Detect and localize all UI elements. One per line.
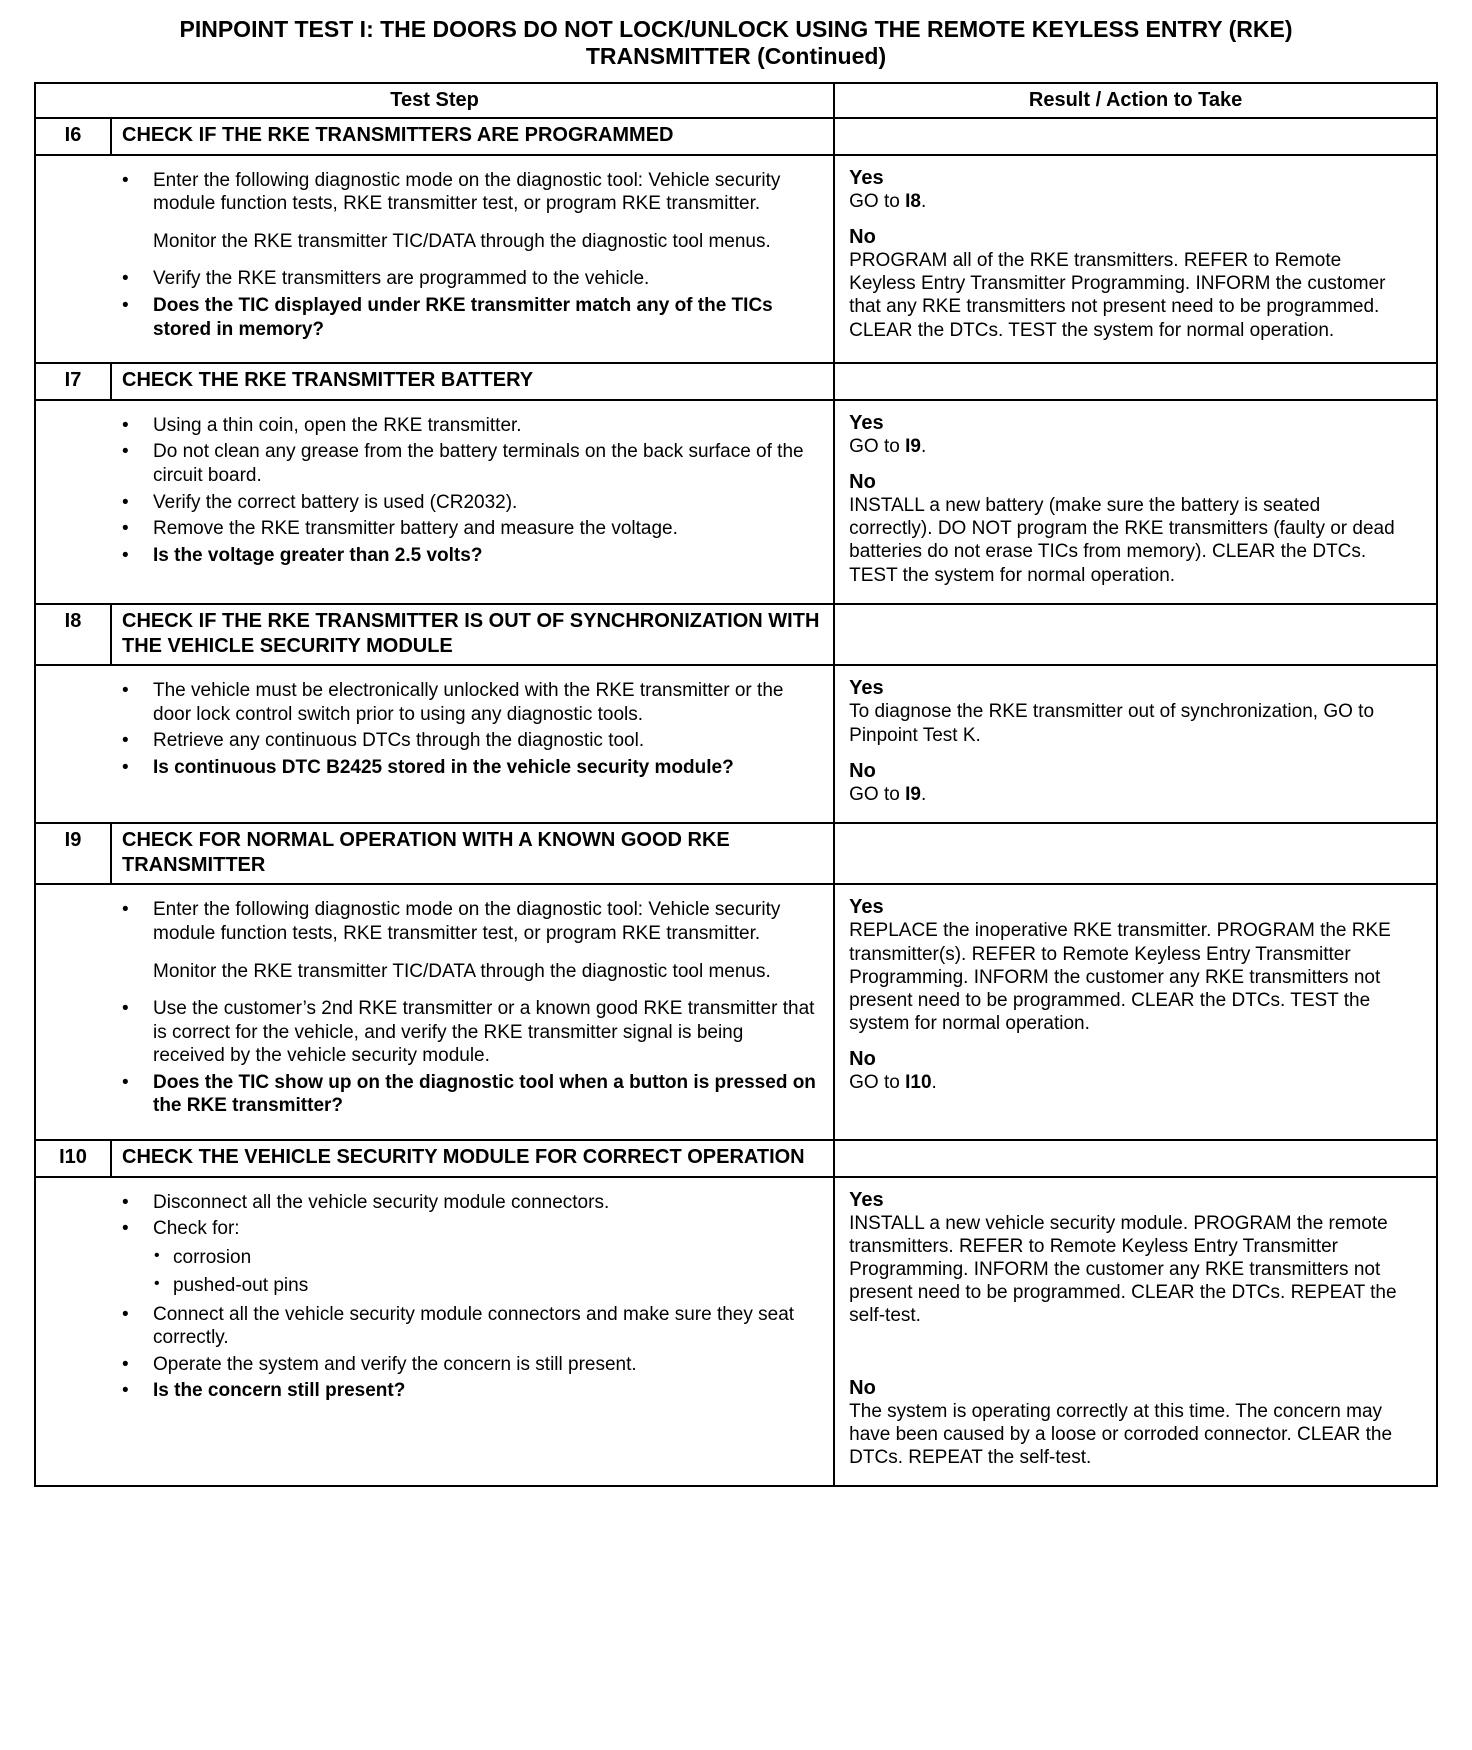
result-label: Yes [849,1188,884,1211]
bullet-icon: • [154,1246,160,1264]
step-text: Connect all the vehicle security module connectors and make sure they seat correctly. [153,1303,795,1349]
result-column-spacer [834,363,1437,400]
step-bullet [36,544,819,568]
test-step-title: CHECK THE VEHICLE SECURITY MODULE FOR CORRECT OPERATION [111,1140,834,1177]
test-body-row-I7 [35,400,1437,604]
bullet-icon: • [122,1303,129,1325]
plain-text: REPLACE the inoperative RKE transmitter. PROGRAM the RKE transmitter(s). REFER to Remote Keyless Entry Transmitter Programming. INFORM the customer any RKE transmitters not present need to be programmed. CLEAR the DTCs. TEST the system for normal operation. [849,920,1391,1035]
test-header-row-I8 [35,604,1437,666]
test-step-title: CHECK THE RKE TRANSMITTER BATTERY [111,363,834,400]
bullet-icon: • [122,518,129,540]
test-header-row-I6 [35,118,1437,155]
plain-text: INSTALL a new battery (make sure the battery is seated correctly). DO NOT program the RKE transmitters (faulty or dead batteries do not erase TICs from memory). CLEAR the DTCs. TEST the system for normal operation. [849,495,1395,586]
test-step-id: I7 [35,363,111,400]
step-bullet [36,1217,819,1241]
step-bullet [36,756,819,780]
test-steps [35,665,834,823]
step-bullet [36,1379,819,1403]
bullet-icon: • [122,491,129,513]
step-para [153,230,819,254]
test-steps [35,400,834,604]
result-text [849,1212,1398,1328]
result-block [849,1188,1398,1328]
step-para [153,960,819,984]
plain-text: . [931,1072,937,1094]
step-text: Do not clean any grease from the battery terminals on the back surface of the circuit board. [153,441,804,487]
page-title-line-2: TRANSMITTER (Continued) [585,43,887,70]
result-text [849,249,1398,342]
plain-text: The system is operating correctly at this time. The concern may have been caused by a loose or corroded connector. CLEAR the DTCs. REPEAT the self-test. [849,1400,1393,1468]
result-label: No [849,226,876,249]
result-text [849,435,1398,458]
bullet-icon: • [154,1275,160,1293]
plain-text: GO to [849,1072,906,1094]
result-text [849,700,1398,746]
test-step-id: I6 [35,118,111,155]
step-bullet [36,679,819,726]
step-text: Is continuous DTC B2425 stored in the vehicle security module? [153,757,734,779]
step-bullet [36,1191,819,1215]
test-header-row-I9 [35,823,1437,885]
result-column-spacer [834,823,1437,885]
test-step-id: I10 [35,1140,111,1177]
result-label: Yes [849,411,884,434]
test-step-id: I8 [35,604,111,666]
plain-text: . [920,435,927,457]
step-bullet [36,517,819,541]
result-block [849,895,1398,1035]
result-label: No [849,1048,876,1071]
test-body-row-I6 [35,155,1437,363]
plain-text: . [920,783,927,805]
result-block [849,759,1398,806]
step-text: Disconnect all the vehicle security module connectors. [153,1191,610,1213]
test-steps [35,155,834,363]
bullet-icon: • [122,998,129,1020]
bullet-icon: • [122,295,129,317]
test-body-row-I9 [35,884,1437,1139]
page-title [34,16,1438,70]
step-text: Is the voltage greater than 2.5 volts? [153,544,483,566]
step-text: Does the TIC show up on the diagnostic tool when a button is pressed on the RKE transmitter? [153,1071,816,1117]
step-text: Verify the RKE transmitters are programmed to the vehicle. [153,268,650,290]
bullet-icon: • [122,730,129,752]
step-text: Is the concern still present? [153,1380,406,1402]
bold-reference: I8 [905,190,921,212]
step-bullet [36,267,819,291]
plain-text: GO to [849,783,906,805]
step-bullet [36,898,819,945]
step-bullet [36,440,819,487]
bold-reference: I9 [905,783,921,805]
step-bullet [36,169,819,216]
test-result [834,155,1437,363]
step-text: corrosion [173,1246,252,1268]
result-block [849,1376,1398,1470]
result-label: Yes [849,677,884,700]
step-bullet [36,997,819,1068]
test-steps [35,1177,834,1486]
result-block [849,225,1398,342]
column-header-result-action: Result / Action to Take [834,83,1437,118]
step-text: Monitor the RKE transmitter TIC/DATA through the diagnostic tool menus. [153,960,771,982]
result-text [849,919,1398,1035]
result-text [849,1071,1398,1094]
step-text: Retrieve any continuous DTCs through the diagnostic tool. [153,730,645,752]
step-text: Enter the following diagnostic mode on the diagnostic tool: Vehicle security module function tests, RKE transmitter test, or program RKE transmitter. [153,169,781,215]
step-bullet [36,414,819,438]
bullet-icon: • [122,899,129,921]
result-label: Yes [849,896,884,919]
test-header-row-I10 [35,1140,1437,1177]
result-column-spacer [834,604,1437,666]
test-result [834,400,1437,604]
result-text [849,1400,1398,1470]
step-text: Enter the following diagnostic mode on the diagnostic tool: Vehicle security module function tests, RKE transmitter test, or program RKE transmitter. [153,899,781,945]
bullet-icon: • [122,757,129,779]
step-text: Verify the correct battery is used (CR2032). [153,491,518,513]
plain-text: . [920,190,927,212]
plain-text: PROGRAM all of the RKE transmitters. REFER to Remote Keyless Entry Transmitter Programming. INFORM the customer that any RKE transmitters not present need to be programmed. CLEAR the DTCs. TEST the system for normal operation. [849,250,1386,341]
column-header-test-step: Test Step [35,83,834,118]
step-text: The vehicle must be electronically unlocked with the RKE transmitter or the door lock control switch prior to using any diagnostic tools. [153,680,784,725]
plain-text: GO to [849,435,906,457]
page-title-line-1: PINPOINT TEST I: THE DOORS DO NOT LOCK/UNLOCK USING THE REMOTE KEYLESS ENTRY (RKE) [179,16,1293,42]
step-bullet [36,1303,819,1350]
result-text [849,190,1398,213]
bullet-icon: • [122,268,129,290]
bold-reference: I10 [905,1072,932,1094]
step-bullet [36,491,819,515]
step-bullet [36,294,819,341]
bullet-icon: • [122,1191,129,1213]
result-label: No [849,471,876,494]
result-block [849,676,1398,746]
step-text: Using a thin coin, open the RKE transmitter. [153,414,522,436]
plain-text: GO to [849,190,906,212]
step-sub [36,1246,819,1270]
step-sub [36,1274,819,1298]
pinpoint-table-body [35,118,1437,1486]
bullet-icon: • [122,680,129,702]
step-text: Monitor the RKE transmitter TIC/DATA through the diagnostic tool menus. [153,230,771,252]
bullet-icon: • [122,414,129,436]
test-step-id: I9 [35,823,111,885]
bullet-icon: • [122,1071,129,1093]
step-bullet [36,729,819,753]
bullet-icon: • [122,1380,129,1402]
step-bullet [36,1353,819,1377]
result-block [849,411,1398,458]
step-text: Remove the RKE transmitter battery and measure the voltage. [153,518,678,540]
result-label: No [849,1376,876,1399]
step-text: Use the customer’s 2nd RKE transmitter or a known good RKE transmitter that is correct for the vehicle, and verify the RKE transmitter signal is being received by the vehicle security module. [153,998,815,1067]
result-block [849,1047,1398,1094]
bullet-icon: • [122,169,129,191]
test-result [834,884,1437,1139]
step-text: Does the TIC displayed under RKE transmitter match any of the TICs stored in memory? [153,295,773,340]
test-body-row-I8 [35,665,1437,823]
bullet-icon: • [122,441,129,463]
test-body-row-I10 [35,1177,1437,1486]
result-label: Yes [849,166,884,189]
test-header-row-I7 [35,363,1437,400]
result-block [849,166,1398,213]
table-column-header-row [35,83,1437,118]
bullet-icon: • [122,544,129,566]
result-column-spacer [834,118,1437,155]
step-text: Operate the system and verify the concern is still present. [153,1353,637,1375]
test-result [834,665,1437,823]
bold-reference: I9 [905,435,921,457]
result-text [849,783,1398,806]
test-step-title: CHECK FOR NORMAL OPERATION WITH A KNOWN GOOD RKE TRANSMITTER [111,823,834,885]
test-steps [35,884,834,1139]
bullet-icon: • [122,1218,129,1240]
plain-text: To diagnose the RKE transmitter out of synchronization, GO to Pinpoint Test K. [849,701,1375,746]
result-column-spacer [834,1140,1437,1177]
result-label: No [849,759,876,782]
test-step-title: CHECK IF THE RKE TRANSMITTERS ARE PROGRAMMED [111,118,834,155]
step-text: Check for: [153,1218,240,1240]
step-text: pushed-out pins [173,1275,309,1297]
result-block [849,470,1398,587]
result-text [849,494,1398,587]
test-result [834,1177,1437,1486]
pinpoint-test-table [34,82,1438,1487]
bullet-icon: • [122,1353,129,1375]
step-bullet [36,1071,819,1118]
plain-text: INSTALL a new vehicle security module. PROGRAM the remote transmitters. REFER to Remote Keyless Entry Transmitter Programming. INFORM the customer any RKE transmitters not present need to be programmed. CLEAR the DTCs. REPEAT the self-test. [849,1212,1397,1327]
test-step-title: CHECK IF THE RKE TRANSMITTER IS OUT OF SYNCHRONIZATION WITH THE VEHICLE SECURITY MODULE [111,604,834,666]
